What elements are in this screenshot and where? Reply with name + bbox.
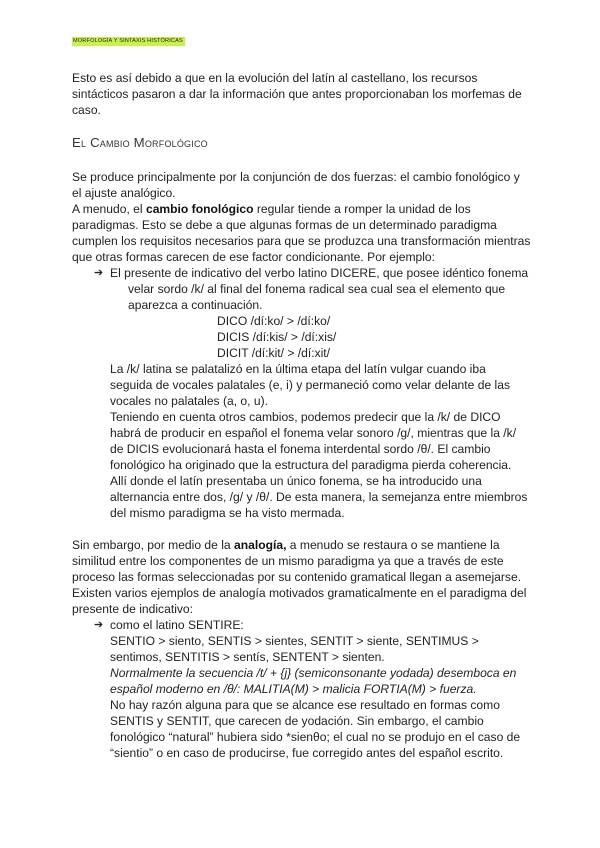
paragraph-analogia: Sin embargo, por medio de la analogía, a menudo se restaura o se mantiene la similitud entre los componentes de un mismo paradigma ya que a través de este proceso las formas seleccionadas por su contenido gramatical llegan a asemejarse. Existen varios ejemplos de analogía motivados gramaticalmente en el paradigma del presente de indicativo: (72, 538, 527, 616)
yodation-note: Normalmente la secuencia /t/ + {j} (semiconsonante yodada) desemboca en español moderno en /θ/: MALITIA(M) > malicia FORTIA(M) > fuerza. (110, 666, 517, 696)
header-tag: MORFOLOGÍA Y SINTAXIS HISTÓRICAS (73, 38, 183, 44)
prediction-note: Teniendo en cuenta otros cambios, podemos predecir que la /k/ de DICO habrá de producir en español el fonema velar sonoro /g/, mientras que la /k/ de DICIS evolucionará hasta el fonema interdental sordo /θ/. El cambio fonológico ha originado que la estructura del paradigma pierda coherencia. Allí donde el latín presentaba un único fonema, se ha introducido una alternancia entre dos, /g/ y /θ/. De esta manera, la semejanza entre miembros del mismo paradigma se ha visto mermada. (110, 410, 528, 520)
arrow-icon: ➔ (94, 267, 104, 279)
bullet-dicere: ➔ El presente de indicativo del verbo latino DICERE, que posee idéntico fonema velar sordo /k/ al final del fonema radical sea cual sea el elemento que aparezca a continuación. (94, 266, 529, 312)
sentire-conclusion: No hay razón alguna para que se alcance ese resultado en formas como SENTIS y SENTIT, que carecen de yodación. Sin embargo, el cambio fonológico “natural” hubiera sido *sienθo; el cual no se produjo en el caso de “sientio” o en caso de producirse, fue corregido antes del español escrito. (110, 698, 521, 760)
sentire-forms: SENTIO > siento, SENTIS > sientes, SENTIT > siente, SENTIMUS > sentimos, SENTITIS > sentís, SENTENT > sienten. (110, 634, 479, 664)
paragraph-cambio-fonologico: A menudo, el cambio fonológico regular tiende a romper la unidad de los paradigmas. Esto se debe a que algunas formas de un determinado paradigma cumplen los requisitos necesarios para que se produzca una transformación mientras que otras formas carecen de ese factor condicionante. Por ejemplo: (72, 202, 531, 264)
document-body (72, 70, 532, 761)
example-dico: DICO /dí:ko/ > /dí:ko/ (217, 314, 331, 328)
bullet-sentire: ➔ como el latino SENTIRE: (94, 618, 244, 632)
example-dicis: DICIS /dí:kis/ > /dí:xis/ (217, 330, 337, 344)
example-dicit: DICIT /dí:kit/ > /dí:xit/ (217, 346, 331, 360)
bold-term: analogía, (234, 538, 287, 552)
bold-term: cambio fonológico (145, 202, 254, 216)
intro-paragraph: Esto es así debido a que en la evolución del latín al castellano, los recursos sintácticos pasaron a dar la información que antes proporcionaban los morfemas de caso. (72, 71, 522, 117)
section-title: El Cambio Morfológico (72, 135, 208, 150)
arrow-icon: ➔ (94, 619, 104, 631)
paragraph-fuerzas: Se produce principalmente por la conjunción de dos fuerzas: el cambio fonológico y el ajuste analógico. (72, 170, 520, 200)
latin-k-note: La /k/ latina se palatalizó en la última etapa del latín vulgar cuando iba seguida de vocales palatales (e, i) y permaneció como velar delante de las vocales no palatales (a, o, u). (110, 362, 510, 408)
